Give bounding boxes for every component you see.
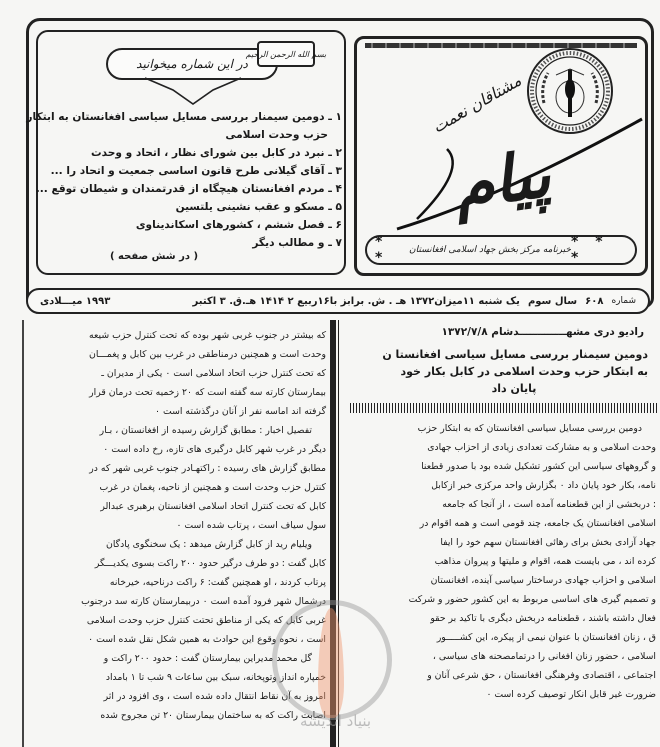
body-line: کابل گفت : دو طرف درگیر حدود ۲۰۰ راکت بسوی یکدیـــگر xyxy=(94,558,326,569)
body-line: ق ، زنان افغانستان با عنوان نیمی از پیکره، این کشـــــور xyxy=(436,632,656,643)
body-line: اسلامی ، حضور زنان افغانی را درتمامصحنه های سیاسی ، xyxy=(432,651,656,662)
continued-article xyxy=(26,320,328,747)
body-line: اجتماعی ، اقتصادی وفرهنگی افغانستان ، حق شرعی آنان و xyxy=(427,670,656,681)
body-line: گرفته اند اماسه نفر از آنان درگذشته است ۰ xyxy=(155,406,326,417)
body-line: کنترل حزب وحدت است و همچنین از ناحیه، پغمان در غرب xyxy=(99,482,326,493)
contents-list xyxy=(26,108,342,252)
contents-item[interactable]: ۲ ـ نبرد در کابل بین شورای نظار ، اتحاد و وحدت xyxy=(90,147,342,159)
body-line: خمپاره انداز وتوپخانه، سبک بین ساعات ۹ شب تا ۱ بامداد xyxy=(105,672,326,683)
contents-item[interactable]: ۳ ـ آقای گیلانی طرح قانون اساسی جمعیت و اتحاد را ... xyxy=(50,165,342,177)
body-line: که بیشتر در جنوب غربی شهر بوده که تحت کنترل حزب شیعه xyxy=(89,330,326,341)
contents-item[interactable]: ۷ ـ و مطالب دیگر xyxy=(252,237,342,249)
issue-info-bar xyxy=(26,288,650,314)
contents-item[interactable]: ۱ ـ دومین سیمنار بررسی مسایل سیاسی افغانستان به ابتکار xyxy=(26,111,342,123)
body-line: تفصیل اخبار : مطابق گزارش رسیده از افغانستان ، بـار xyxy=(99,425,312,436)
issue-gregorian-year: ۱۹۹۳ میـــلادی xyxy=(40,295,111,307)
body-line: درشمال شهر فرود آمده است ۰ دربیمارستان کارته سد درجنوب xyxy=(81,596,326,607)
body-line: اصابت راکت که به ساختمان بیمارستان ۲۰ تن مجروح شده xyxy=(100,710,326,721)
left-border-rule xyxy=(22,320,24,747)
page-count-note: ( در شش صفحه ) xyxy=(110,251,199,262)
lead-article xyxy=(340,320,658,747)
column-divider-rule xyxy=(330,320,336,747)
article-dateline: رادیو دری مشهـــــــــــــدشام ۱۳۷۲/۷/۸ xyxy=(441,326,644,338)
contents-item[interactable]: ۵ ـ مسکو و عقب نشینی یلتسین xyxy=(175,201,342,213)
column-divider-thin-rule xyxy=(338,320,339,747)
body-line: است ، نحوه وقوع این حوادث به همین شکل نقل شده است ۰ xyxy=(88,634,326,645)
body-line: دومین بررسی مسایل سیاسی افغانستان که به ابتکار حزب xyxy=(417,423,642,434)
body-line: : دربخشی از این قطعنامه آمده است ، از آنجا که جامعه xyxy=(442,499,656,510)
contents-heading: در این شماره میخوانید xyxy=(106,48,278,80)
bismillah-label: بسم الله الرحمن الرحیم xyxy=(257,41,315,67)
body-line: اسلامی و احزاب جهادی درساختار سیاسی آینده، افغانستان xyxy=(430,575,656,586)
body-line: گل محمد مدیراین بیمارستان گفت : حدود ۲۰۰ راکت و xyxy=(103,653,312,664)
masthead-title: پیام xyxy=(449,136,555,225)
body-line: جهاد آزادی بخش برای رهائی افغانستان سهم خود را ایفا xyxy=(440,537,656,548)
contents-item[interactable]: ۴ ـ مردم افغانستان هیچگاه از قدرتمندان و شیطان توقع ... xyxy=(35,183,342,195)
watermark-text: بنیاد اندیشه xyxy=(300,712,372,730)
headline-line: دومین سیمنار بررسی مسایل سیاسی افغانستا ن xyxy=(382,348,648,361)
issue-date: یک شنبه ۱۱میزان۱۳۷۲ هـ . ش. برابز با۱۶ربیع ۲ ۱۴۱۴ هـ.ق. ۳ اکتبر xyxy=(192,295,520,307)
article-headline xyxy=(340,342,658,397)
body-line: ضرورت غیر قابل انکار توصیف کرده است ۰ xyxy=(486,689,656,700)
hatched-divider xyxy=(350,403,658,413)
body-line: فعال داشته باشند ، قطعنامه دربخش دیگری با تاکید بر حقو xyxy=(430,613,656,624)
contents-item[interactable]: ۶ ـ فصل ششم ، کشورهای اسکاندیناوی xyxy=(135,219,342,231)
body-line: پرتاب کردند ، او همچنین گفت: ۶ راکت درناحیه، خیرخانه xyxy=(109,577,326,588)
body-line: کابل که تحت کنترل اتحاد اسلامی افغانستان برهبری عبدالر xyxy=(100,501,326,512)
body-line: وحدت اسلامی و به مشارکت تعدادی زیادی از احزاب جهادی xyxy=(427,442,656,453)
body-line: بیمارستان کارته سه گفته است که ۲۰ زخمیه تحت درمان قرار xyxy=(89,387,326,398)
body-line: امروز به آن نقاط انتقال داده شده است ، وی افزود در اثر xyxy=(103,691,326,702)
headline-line: پایان داد xyxy=(491,382,537,395)
body-line: دیگر در غرب شهر کابل درگیری های تازه، رخ داده است ۰ xyxy=(103,444,326,455)
body-line: نامه، بکار خود پایان داد ۰ بگزارش واحد مرکزی خبر ازکابل xyxy=(431,480,656,491)
body-line: کرده اند ، می بایست همه، اقوام و ملیتها و پیروان مذاهب xyxy=(434,556,656,567)
body-line: وحدت است و همچنین درمناطقی در غرب بین کابل و پغمـــان xyxy=(89,349,326,360)
body-line: و تصمیم گیری های اساسی مربوط به این کشور حضور و شرکت xyxy=(408,594,656,605)
contents-item[interactable]: حزب وحدت اسلامی xyxy=(225,129,328,141)
stars-decoration: * * * xyxy=(571,234,609,266)
masthead-tagline: خبرنامه مرکز بخش جهاد اسلامی افغانستان xyxy=(409,245,571,255)
issue-number: ۶۰۸ xyxy=(585,295,604,307)
body-line: اسلامی افغانستان یک جامعه، چند قومی است و همه اقوام در xyxy=(419,518,656,529)
article-body xyxy=(26,320,328,725)
article-body xyxy=(340,419,658,704)
issue-label: شماره xyxy=(611,296,636,306)
masthead-tagline-bar xyxy=(365,235,637,265)
body-line: ویلیام رید از کابل گزارش میدهد : یک سخنگوی پادگان xyxy=(106,539,312,550)
body-line: و گروههای سیاسی این کشور تشکیل شده بود با صدور قطعنا xyxy=(421,461,656,472)
body-line: مطابق گزارش های رسیده : راکتهـادر جنوب غربی شهر که در xyxy=(89,463,326,474)
down-arrow-icon xyxy=(143,76,243,106)
stars-decoration: * * xyxy=(375,234,389,266)
body-line: سول سیاف است ، پرتاب شده است ۰ xyxy=(176,520,326,531)
masthead-subtitle: مشتاقان نعمت xyxy=(429,70,525,137)
headline-line: به ابتکار حزب وحدت اسلامی در کابل بکار خود xyxy=(400,365,648,378)
body-line: غربی کابل که یکی از مناطق تحتت کنترل حزب وحدت اسلامی xyxy=(86,615,326,626)
body-line: که تحت کنترل حزب اتحاد اسلامی است ۰ یکی از مدیران ـ xyxy=(101,368,326,379)
issue-year: سال سوم xyxy=(527,295,578,307)
